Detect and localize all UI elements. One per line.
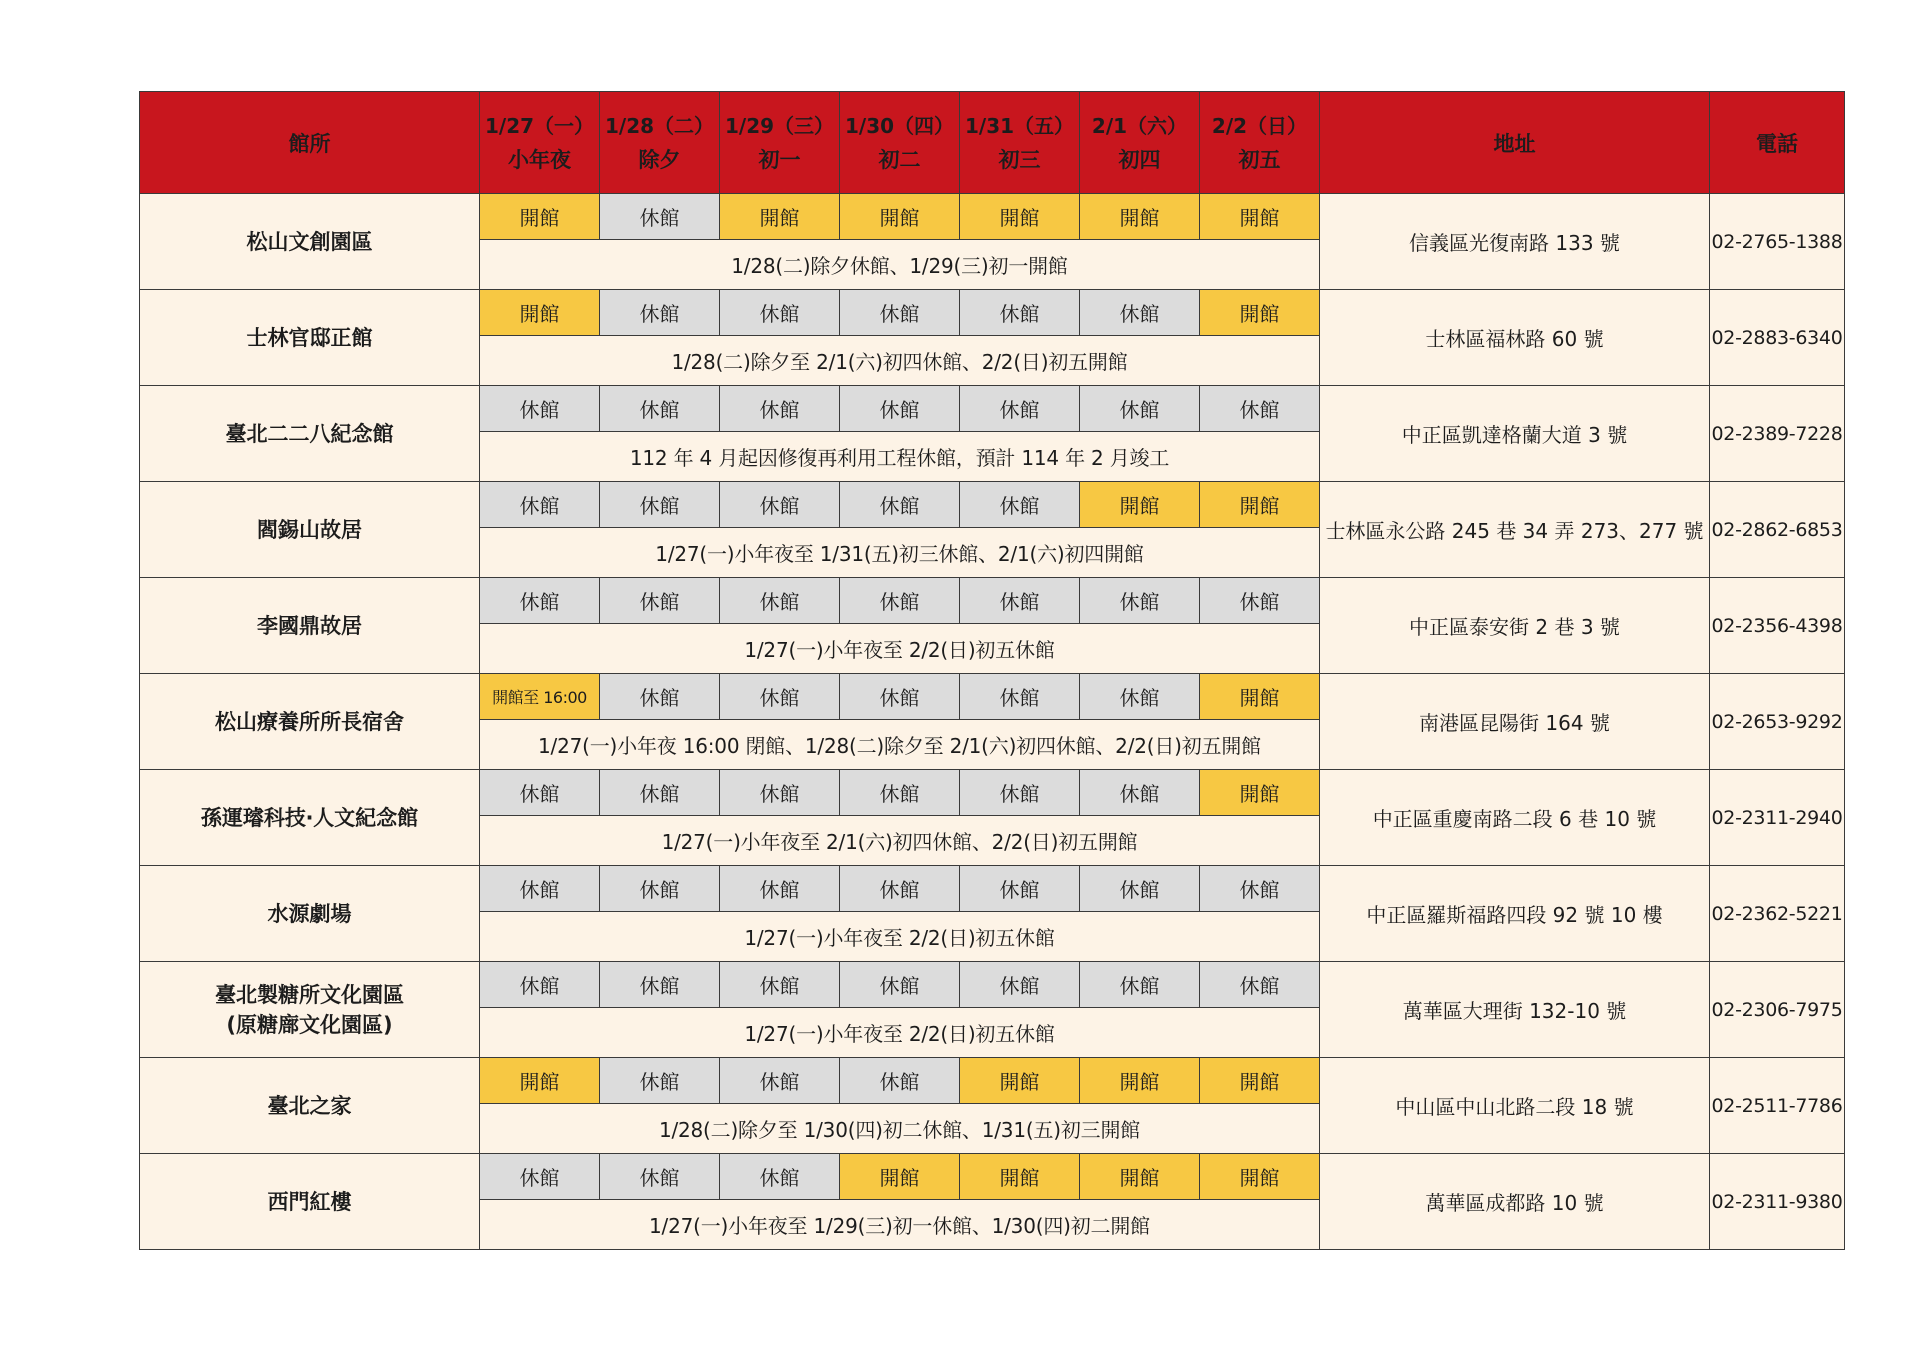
schedule-note: 1/27(一)小年夜至 2/2(日)初五休館 <box>480 1008 1320 1058</box>
holiday-schedule-table <box>139 91 1845 1250</box>
status-cell: 休館 <box>840 866 960 912</box>
status-cell: 休館 <box>600 770 720 816</box>
status-cell: 休館 <box>840 1058 960 1104</box>
status-cell: 休館 <box>840 482 960 528</box>
table-row <box>140 962 1845 1008</box>
status-cell: 開館 <box>1200 674 1320 720</box>
status-cell: 休館 <box>480 866 600 912</box>
venue-name-line: 西門紅樓 <box>267 1189 352 1214</box>
status-cell: 開館 <box>1080 1154 1200 1200</box>
status-cell: 開館 <box>1200 1154 1320 1200</box>
status-cell: 休館 <box>600 578 720 624</box>
venue-address: 中正區凱達格蘭大道 3 號 <box>1320 386 1710 482</box>
status-cell: 開館至 16:00 <box>480 674 600 720</box>
header-day-date: 1/31（五） <box>964 113 1075 138</box>
status-cell: 開館 <box>1080 1058 1200 1104</box>
venue-address: 中正區羅斯福路四段 92 號 10 樓 <box>1320 866 1710 962</box>
table-row <box>140 482 1845 528</box>
venue-name <box>140 962 480 1058</box>
status-cell: 休館 <box>600 866 720 912</box>
venue-name-line: 士林官邸正館 <box>246 325 373 350</box>
venue-phone: 02-2306-7975 <box>1710 962 1845 1058</box>
header-day-6 <box>1080 92 1200 194</box>
status-cell: 休館 <box>960 962 1080 1008</box>
venue-name-line: 松山療養所所長宿舍 <box>215 709 404 734</box>
status-cell: 休館 <box>600 386 720 432</box>
header-day-4 <box>840 92 960 194</box>
header-day-5 <box>960 92 1080 194</box>
status-cell: 開館 <box>1080 482 1200 528</box>
status-cell: 休館 <box>960 674 1080 720</box>
status-cell: 休館 <box>1080 674 1200 720</box>
header-day-2 <box>600 92 720 194</box>
status-cell: 休館 <box>960 578 1080 624</box>
venue-phone: 02-2311-2940 <box>1710 770 1845 866</box>
schedule-note: 1/27(一)小年夜至 2/1(六)初四休館、2/2(日)初五開館 <box>480 816 1320 866</box>
schedule-note: 1/28(二)除夕至 1/30(四)初二休館、1/31(五)初三開館 <box>480 1104 1320 1154</box>
status-cell: 休館 <box>720 290 840 336</box>
schedule-note: 1/28(二)除夕休館、1/29(三)初一開館 <box>480 240 1320 290</box>
status-cell: 休館 <box>960 290 1080 336</box>
venue-phone: 02-2389-7228 <box>1710 386 1845 482</box>
status-cell: 休館 <box>600 482 720 528</box>
status-cell: 休館 <box>720 578 840 624</box>
venue-name <box>140 290 480 386</box>
venue-name <box>140 386 480 482</box>
venue-phone: 02-2356-4398 <box>1710 578 1845 674</box>
table-row <box>140 866 1845 912</box>
venue-name <box>140 578 480 674</box>
status-cell: 休館 <box>720 866 840 912</box>
header-day-label: 小年夜 <box>508 147 571 172</box>
table-row <box>140 674 1845 720</box>
venue-name-line: (原糖廍文化園區) <box>226 1012 393 1037</box>
status-cell: 休館 <box>720 674 840 720</box>
header-phone: 電話 <box>1710 92 1845 194</box>
venue-name-line: 臺北二二八紀念館 <box>225 421 394 446</box>
venue-phone: 02-2511-7786 <box>1710 1058 1845 1154</box>
status-cell: 休館 <box>480 482 600 528</box>
status-cell: 休館 <box>600 194 720 240</box>
header-row <box>140 92 1845 194</box>
status-cell: 開館 <box>1200 770 1320 816</box>
status-cell: 休館 <box>960 866 1080 912</box>
status-cell: 開館 <box>720 194 840 240</box>
status-cell: 休館 <box>480 578 600 624</box>
venue-address: 中正區泰安街 2 巷 3 號 <box>1320 578 1710 674</box>
header-day-3 <box>720 92 840 194</box>
status-cell: 休館 <box>960 482 1080 528</box>
header-day-date: 1/28（二） <box>604 113 715 138</box>
header-day-date: 1/30（四） <box>844 113 955 138</box>
venue-address: 信義區光復南路 133 號 <box>1320 194 1710 290</box>
status-cell: 開館 <box>1080 194 1200 240</box>
header-venue: 館所 <box>140 92 480 194</box>
venue-name <box>140 194 480 290</box>
schedule-note: 112 年 4 月起因修復再利用工程休館，預計 114 年 2 月竣工 <box>480 432 1320 482</box>
venue-phone: 02-2653-9292 <box>1710 674 1845 770</box>
status-cell: 開館 <box>480 194 600 240</box>
schedule-note: 1/28(二)除夕至 2/1(六)初四休館、2/2(日)初五開館 <box>480 336 1320 386</box>
status-cell: 開館 <box>1200 290 1320 336</box>
status-cell: 休館 <box>480 386 600 432</box>
header-day-label: 初三 <box>998 147 1041 172</box>
status-cell: 開館 <box>960 194 1080 240</box>
header-day-label: 初二 <box>878 147 921 172</box>
status-cell: 休館 <box>600 962 720 1008</box>
status-cell: 開館 <box>840 194 960 240</box>
venue-name-line: 臺北之家 <box>267 1093 352 1118</box>
status-cell: 休館 <box>840 386 960 432</box>
header-day-7 <box>1200 92 1320 194</box>
status-cell: 休館 <box>720 962 840 1008</box>
status-cell: 開館 <box>960 1154 1080 1200</box>
venue-phone: 02-2311-9380 <box>1710 1154 1845 1250</box>
venue-address: 萬華區大理街 132-10 號 <box>1320 962 1710 1058</box>
schedule-note: 1/27(一)小年夜 16:00 閉館、1/28(二)除夕至 2/1(六)初四休館、2/2(日)初五開館 <box>480 720 1320 770</box>
status-cell: 休館 <box>480 962 600 1008</box>
table-body <box>140 194 1845 1250</box>
status-cell: 休館 <box>960 770 1080 816</box>
table-row <box>140 770 1845 816</box>
status-cell: 開館 <box>1200 194 1320 240</box>
venue-name-line: 閻錫山故居 <box>257 517 362 542</box>
header-address: 地址 <box>1320 92 1710 194</box>
table-row <box>140 194 1845 240</box>
header-day-date: 2/1（六） <box>1091 113 1188 138</box>
venue-name-line: 臺北製糖所文化園區 <box>215 982 404 1007</box>
schedule-note: 1/27(一)小年夜至 1/29(三)初一休館、1/30(四)初二開館 <box>480 1200 1320 1250</box>
table-row <box>140 1154 1845 1200</box>
table-row <box>140 578 1845 624</box>
status-cell: 休館 <box>1200 578 1320 624</box>
venue-name <box>140 1058 480 1154</box>
status-cell: 休館 <box>1080 386 1200 432</box>
status-cell: 休館 <box>600 1058 720 1104</box>
status-cell: 休館 <box>720 770 840 816</box>
status-cell: 休館 <box>480 1154 600 1200</box>
status-cell: 休館 <box>840 962 960 1008</box>
status-cell: 休館 <box>1200 962 1320 1008</box>
header-day-label: 初四 <box>1118 147 1161 172</box>
status-cell: 開館 <box>960 1058 1080 1104</box>
venue-name-line: 水源劇場 <box>267 901 352 926</box>
status-cell: 休館 <box>840 290 960 336</box>
status-cell: 開館 <box>1200 1058 1320 1104</box>
venue-name <box>140 866 480 962</box>
venue-phone: 02-2362-5221 <box>1710 866 1845 962</box>
status-cell: 休館 <box>720 386 840 432</box>
status-cell: 休館 <box>1200 386 1320 432</box>
status-cell: 休館 <box>1080 290 1200 336</box>
status-cell: 開館 <box>480 1058 600 1104</box>
status-cell: 休館 <box>1080 770 1200 816</box>
venue-phone: 02-2765-1388 <box>1710 194 1845 290</box>
venue-address: 中山區中山北路二段 18 號 <box>1320 1058 1710 1154</box>
status-cell: 休館 <box>600 290 720 336</box>
header-day-date: 2/2（日） <box>1211 113 1308 138</box>
schedule-note: 1/27(一)小年夜至 2/2(日)初五休館 <box>480 912 1320 962</box>
header-day-date: 1/27（一） <box>484 113 595 138</box>
status-cell: 休館 <box>720 1154 840 1200</box>
status-cell: 休館 <box>840 578 960 624</box>
status-cell: 休館 <box>1200 866 1320 912</box>
status-cell: 休館 <box>960 386 1080 432</box>
header-day-label: 除夕 <box>638 147 681 172</box>
status-cell: 休館 <box>840 674 960 720</box>
status-cell: 休館 <box>720 482 840 528</box>
venue-address: 萬華區成都路 10 號 <box>1320 1154 1710 1250</box>
status-cell: 休館 <box>1080 962 1200 1008</box>
status-cell: 休館 <box>720 1058 840 1104</box>
venue-name <box>140 770 480 866</box>
status-cell: 休館 <box>840 770 960 816</box>
status-cell: 休館 <box>600 674 720 720</box>
status-cell: 開館 <box>840 1154 960 1200</box>
venue-name <box>140 1154 480 1250</box>
venue-address: 中正區重慶南路二段 6 巷 10 號 <box>1320 770 1710 866</box>
table-row <box>140 290 1845 336</box>
venue-name-line: 松山文創園區 <box>246 229 373 254</box>
schedule-note: 1/27(一)小年夜至 1/31(五)初三休館、2/1(六)初四開館 <box>480 528 1320 578</box>
status-cell: 休館 <box>480 770 600 816</box>
table-row <box>140 1058 1845 1104</box>
table-row <box>140 386 1845 432</box>
status-cell: 開館 <box>1200 482 1320 528</box>
status-cell: 開館 <box>480 290 600 336</box>
header-day-label: 初一 <box>758 147 801 172</box>
venue-name-line: 孫運璿科技‧人文紀念館 <box>200 805 419 830</box>
schedule-note: 1/27(一)小年夜至 2/2(日)初五休館 <box>480 624 1320 674</box>
venue-name-line: 李國鼎故居 <box>257 613 362 638</box>
venue-phone: 02-2883-6340 <box>1710 290 1845 386</box>
table-header <box>140 92 1845 194</box>
status-cell: 休館 <box>600 1154 720 1200</box>
venue-phone: 02-2862-6853 <box>1710 482 1845 578</box>
header-day-date: 1/29（三） <box>724 113 835 138</box>
venue-address: 南港區昆陽街 164 號 <box>1320 674 1710 770</box>
status-cell: 休館 <box>1080 578 1200 624</box>
venue-name <box>140 674 480 770</box>
venue-address: 士林區永公路 245 巷 34 弄 273、277 號 <box>1320 482 1710 578</box>
status-cell: 休館 <box>1080 866 1200 912</box>
header-day-1 <box>480 92 600 194</box>
venue-name <box>140 482 480 578</box>
header-day-label: 初五 <box>1238 147 1281 172</box>
venue-address: 士林區福林路 60 號 <box>1320 290 1710 386</box>
